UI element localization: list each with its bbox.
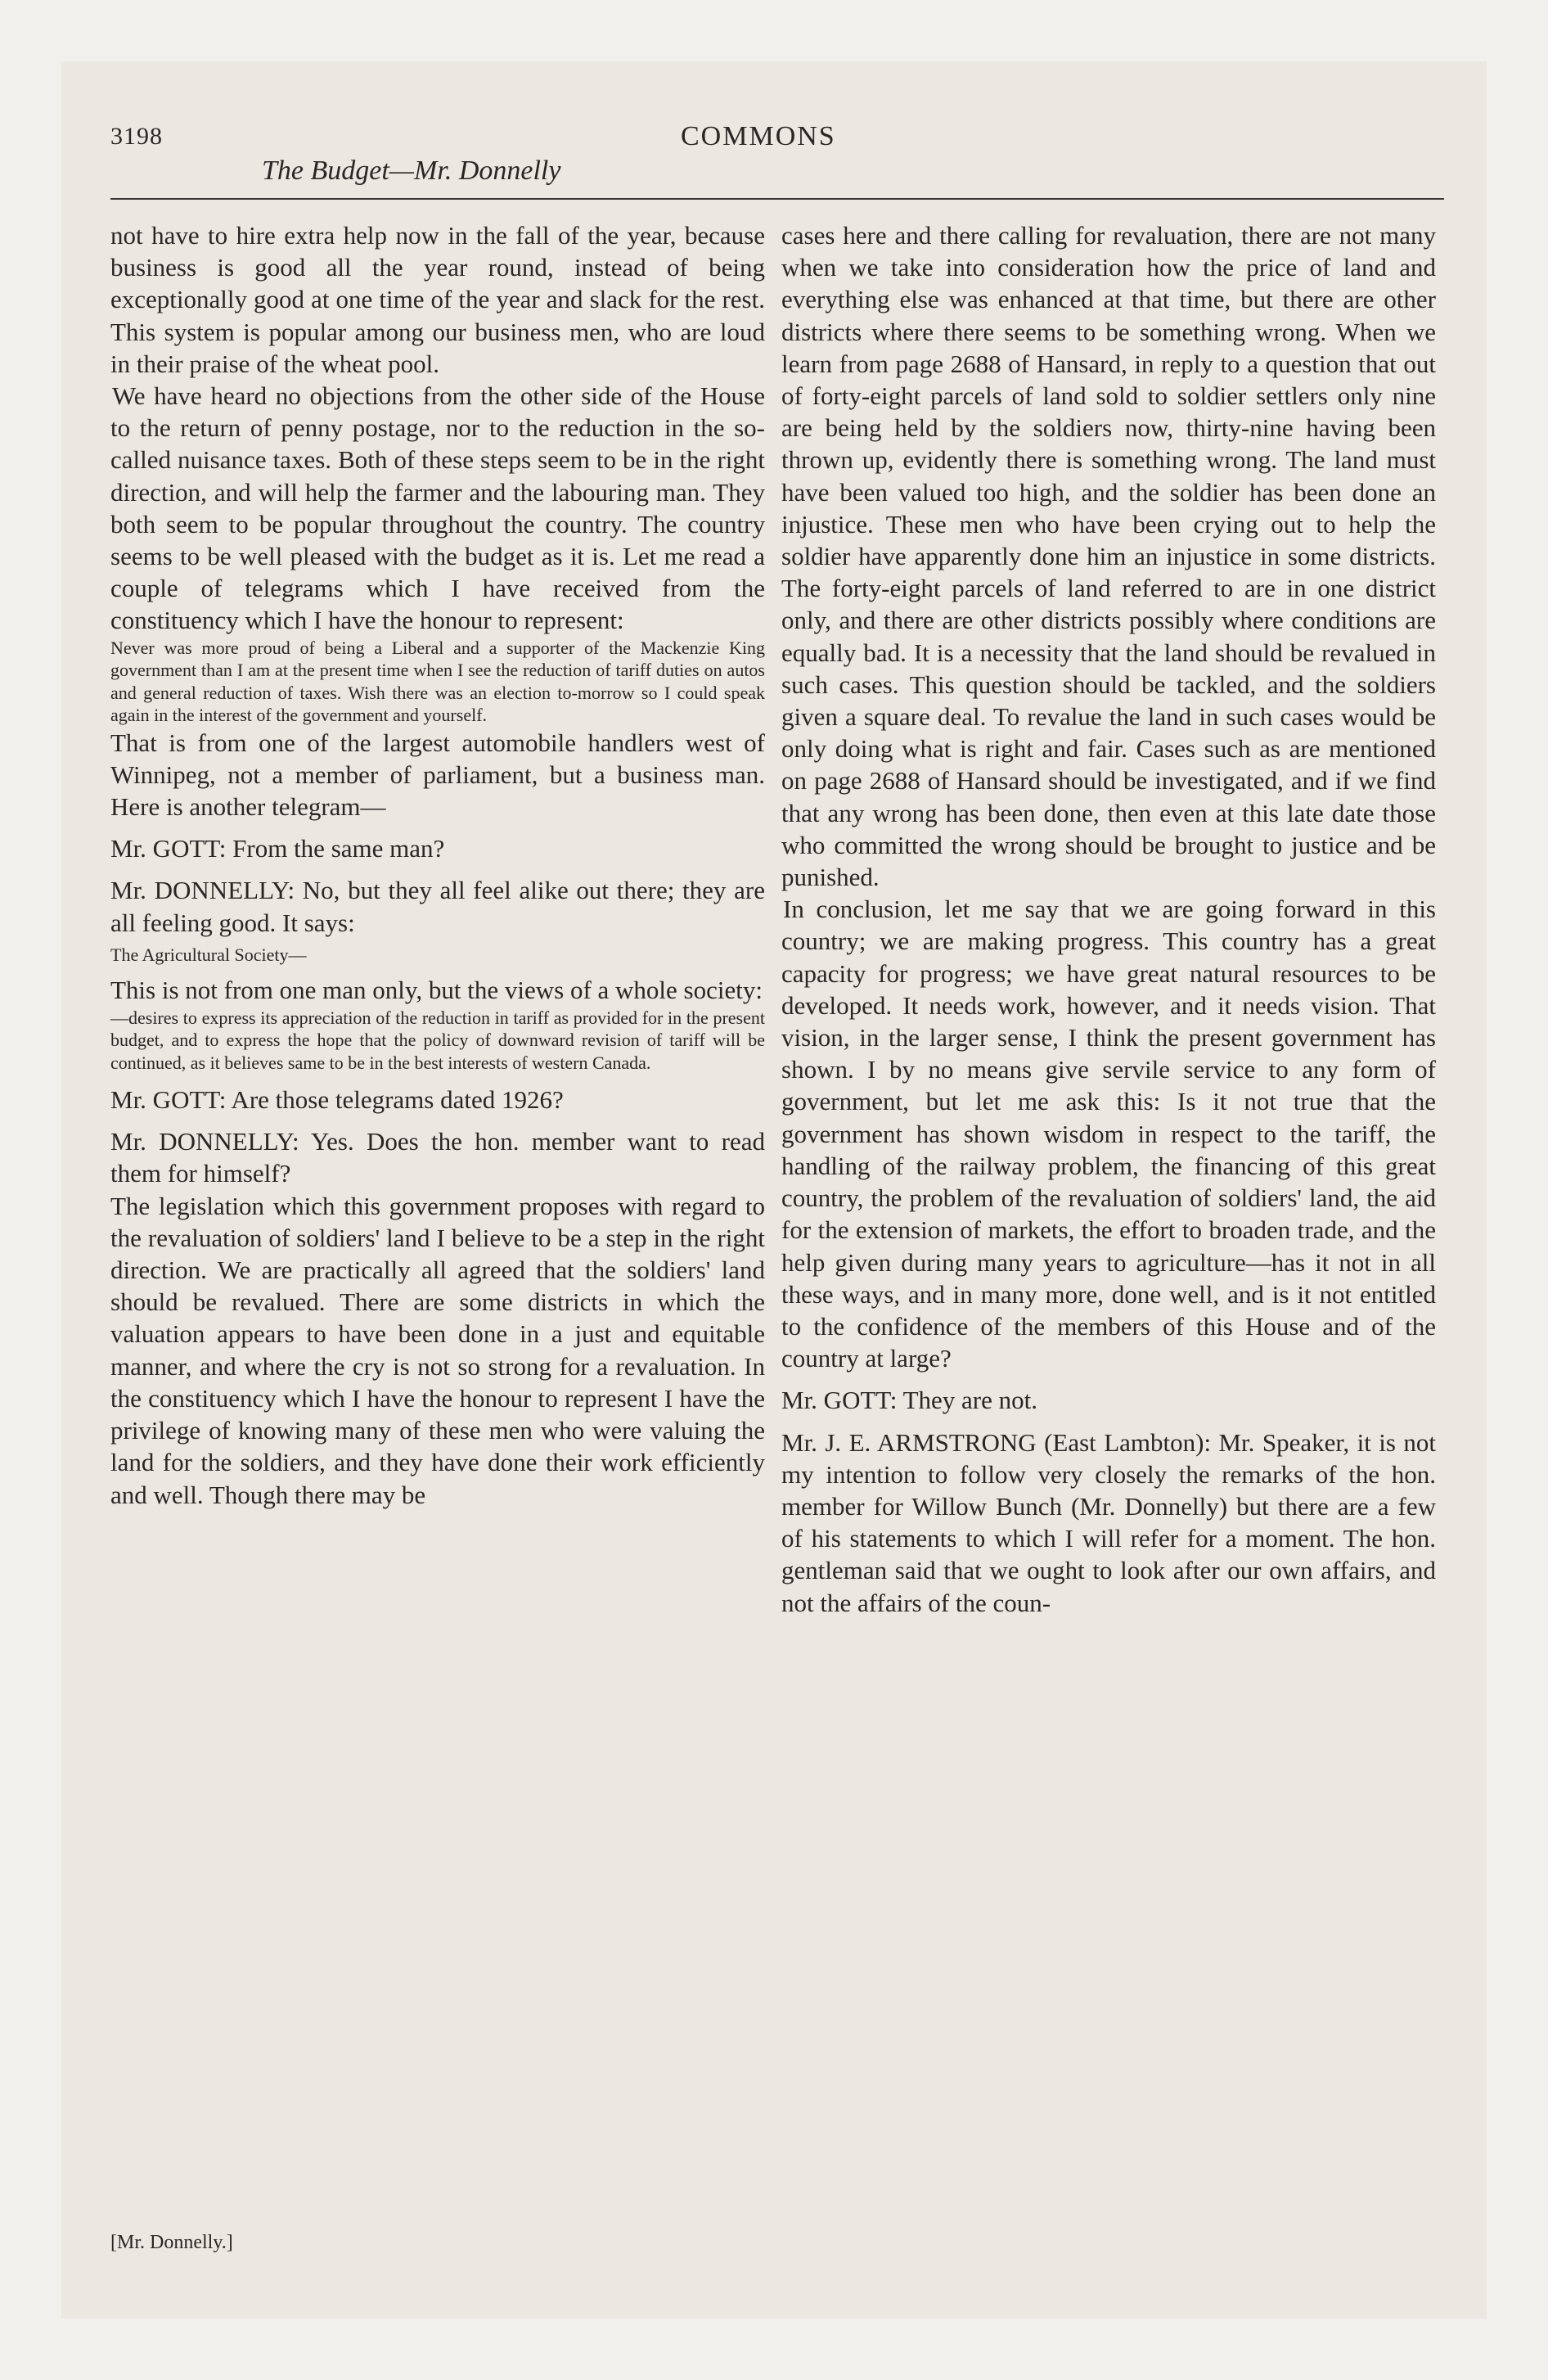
paragraph: This is not from one man only, but the views of a whole society: xyxy=(110,976,763,1005)
speech-gott: Mr. GOTT: Are those telegrams dated 1926? xyxy=(110,1085,564,1115)
paragraph: The legislation which this government proposes with regard to the revaluation of soldiers' land I believe to be a step in the right direction. We are practically all agreed that the soldiers' land should be revalued. There are some districts in which the valuation appears to have been done in a just and equitable manner, and where the cry is not so strong for a revaluation. In the constituency which I have the honour to represent I have the privilege of knowing many of these men who were valuing the land for the soldiers, and they have done their work efficiently and well. Though there may be xyxy=(110,1191,765,1509)
header-rule xyxy=(110,198,1444,200)
paragraph: We have heard no objections from the other side of the House to the return of penny postage, nor to the reduction in the so-called nuisance taxes. Both of these steps seem to be in the right direction, and will help the farmer and the labouring man. They both seem to be popular throughout the country. The country seems to be well pleased with the budget as it is. Let me read a couple of telegrams which I have received from the constituency which I have the honour to represent: xyxy=(110,381,765,635)
speech-donnelly: Mr. DONNELLY: Yes. Does the hon. member want to read them for himself? xyxy=(110,1127,765,1188)
speech-armstrong: Mr. J. E. ARMSTRONG (East Lambton): Mr. Speaker, it is not my intention to follow very closely the remarks of the hon. member for Willow Bunch (Mr. Donnelly) but there are a few of his statements to which I will refer for a moment. The hon. gentleman said that we ought to look after our own affairs, and not the affairs of the coun- xyxy=(781,1427,1436,1617)
speech-gott: Mr. GOTT: They are not. xyxy=(781,1386,1037,1415)
paragraph: cases here and there calling for revaluation, there are not many when we take into consideration how the price of land and everything else was enhanced at that time, but there are other districts where there seems to be something wrong. When we learn from page 2688 of Hansard, in reply to a question that out of forty-eight parcels of land sold to soldier settlers only nine are being held by the soldiers now, thirty-nine having been thrown up, evidently there is something wrong. The land must have been valued too high, and the soldier has been done an injustice. These men who have been crying out to help the soldier have apparently done him an injustice in some districts. The forty-eight parcels of land referred to are in one district only, and there are other districts possibly where conditions are equally bad. It is a necessity that the land should be revalued in such cases. This question should be tackled, and the soldiers given a square deal. To revalue the land in such cases would be only doing what is right and fair. Cases such as are mentioned on page 2688 of Hansard should be investigated, and if we find that any wrong has been done, then even at this late date those who committed the wrong should be brought to justice and be punished. xyxy=(781,221,1436,892)
paragraph: not have to hire extra help now in the fall of the year, because business is good all the year round, instead of being exceptionally good at one time of the year and slack for the rest. This system is popular among our business men, who are loud in their praise of the wheat pool. xyxy=(110,221,765,378)
speech-gott: Mr. GOTT: From the same man? xyxy=(110,834,445,863)
footer-speaker-note: [Mr. Donnelly.] xyxy=(110,2232,233,2253)
right-column xyxy=(781,219,1436,1619)
running-title: The Budget—Mr. Donnelly xyxy=(262,156,561,186)
quoted-telegram-heading: The Agricultural Society— xyxy=(110,944,307,965)
speech-donnelly: Mr. DONNELLY: No, but they all feel alike out there; they are all feeling good. It says: xyxy=(110,876,765,937)
quoted-telegram: —desires to express its appreciation of the reduction in tariff as provided for in the present budget, and to express the hope that the policy of downward revision of tariff will be continued, as it believes same to be in the best interests of western Canada. xyxy=(110,1007,765,1073)
section-heading: COMMONS xyxy=(681,121,836,151)
paragraph: In conclusion, let me say that we are going forward in this country; we are making progress. This country has a great capacity for progress; we have great natural resources to be developed. It needs work, however, and it needs vision. That vision, in the larger sense, I think the present government has shown. I by no means give servile service to any form of government, but let me ask this: Is it not true that the government has shown wisdom in respect to the tariff, the handling of the railway problem, the financing of this great country, the problem of the revaluation of soldiers' land, the aid for the extension of markets, the effort to broaden trade, and the help given during many years to agriculture—has it not in all these ways, and in many more, done well, and is it not entitled to the confidence of the members of this House and of the country at large? xyxy=(781,895,1436,1373)
quoted-telegram: Never was more proud of being a Liberal and a supporter of the Mackenzie King government than I am at the present time when I see the reduction of tariff duties on autos and general reduction of taxes. Wish there was an election to-morrow so I could speak again in the interest of the government and yourself. xyxy=(110,637,765,726)
left-column xyxy=(110,219,765,1511)
page-number: 3198 xyxy=(110,123,163,150)
paragraph: That is from one of the largest automobile handlers west of Winnipeg, not a member of parliament, but a business man. Here is another telegram— xyxy=(110,728,765,822)
